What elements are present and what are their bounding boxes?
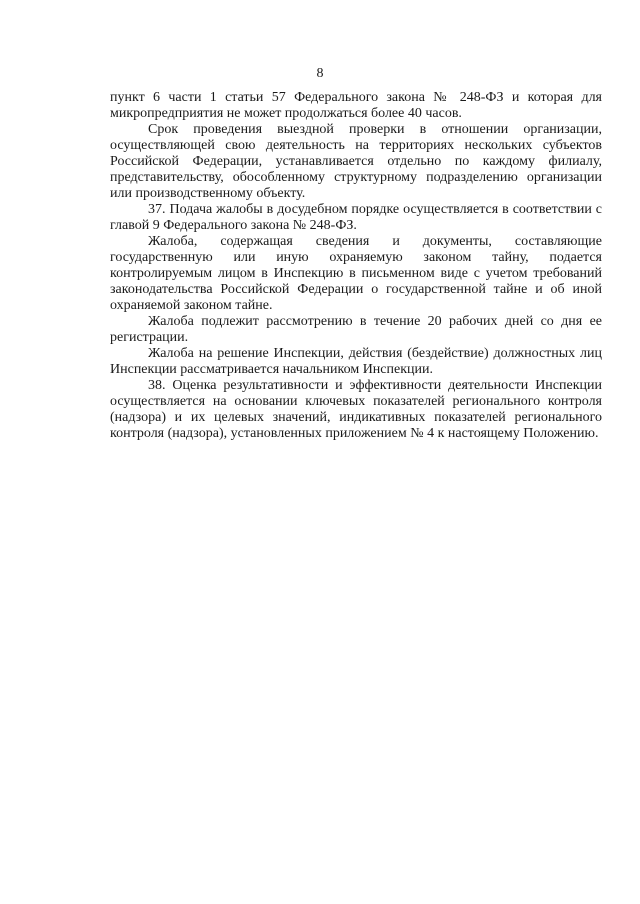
paragraph-38-performance-evaluation: 38. Оценка результативности и эффективности деятельности Инспекции осуществляется на основании ключевых показателей регионального контроля (надзора) и их целевых значений, индикативных показателей регионального контроля (надзора), установленных приложением № 4 к настоящему Положению. (110, 378, 602, 441)
paragraph-complaint-handler: Жалоба на решение Инспекции, действия (бездействие) должностных лиц Инспекции рассматривается начальником Инспекции. (110, 346, 602, 377)
paragraph-classified-complaint: Жалоба, содержащая сведения и документы, составляющие государственную или иную охраняемую законом тайну, подается контролируемым лицом в Инспекцию в письменном виде с учетом требований законодательства Российской Федерации о государственной тайне и об иной охраняемой законом тайне. (110, 234, 602, 313)
paragraph-inspection-duration: Срок проведения выездной проверки в отношении организации, осуществляющей свою деятельность на территориях нескольких субъектов Российской Федерации, устанавливается отдельно по каждому филиалу, представительству, обособленному структурному подразделению организации или производственному объекту. (110, 122, 602, 201)
paragraph-complaint-review-period: Жалоба подлежит рассмотрению в течение 20 рабочих дней со дня ее регистрации. (110, 314, 602, 345)
paragraph-continuation: пункт 6 части 1 статьи 57 Федерального закона № 248-ФЗ и которая для микропредприятия не может продолжаться более 40 часов. (110, 90, 602, 121)
page-number: 8 (316, 66, 324, 81)
paragraph-37-complaint-procedure: 37. Подача жалобы в досудебном порядке осуществляется в соответствии с главой 9 Федерального закона № 248-ФЗ. (110, 202, 602, 233)
document-body (110, 90, 602, 442)
